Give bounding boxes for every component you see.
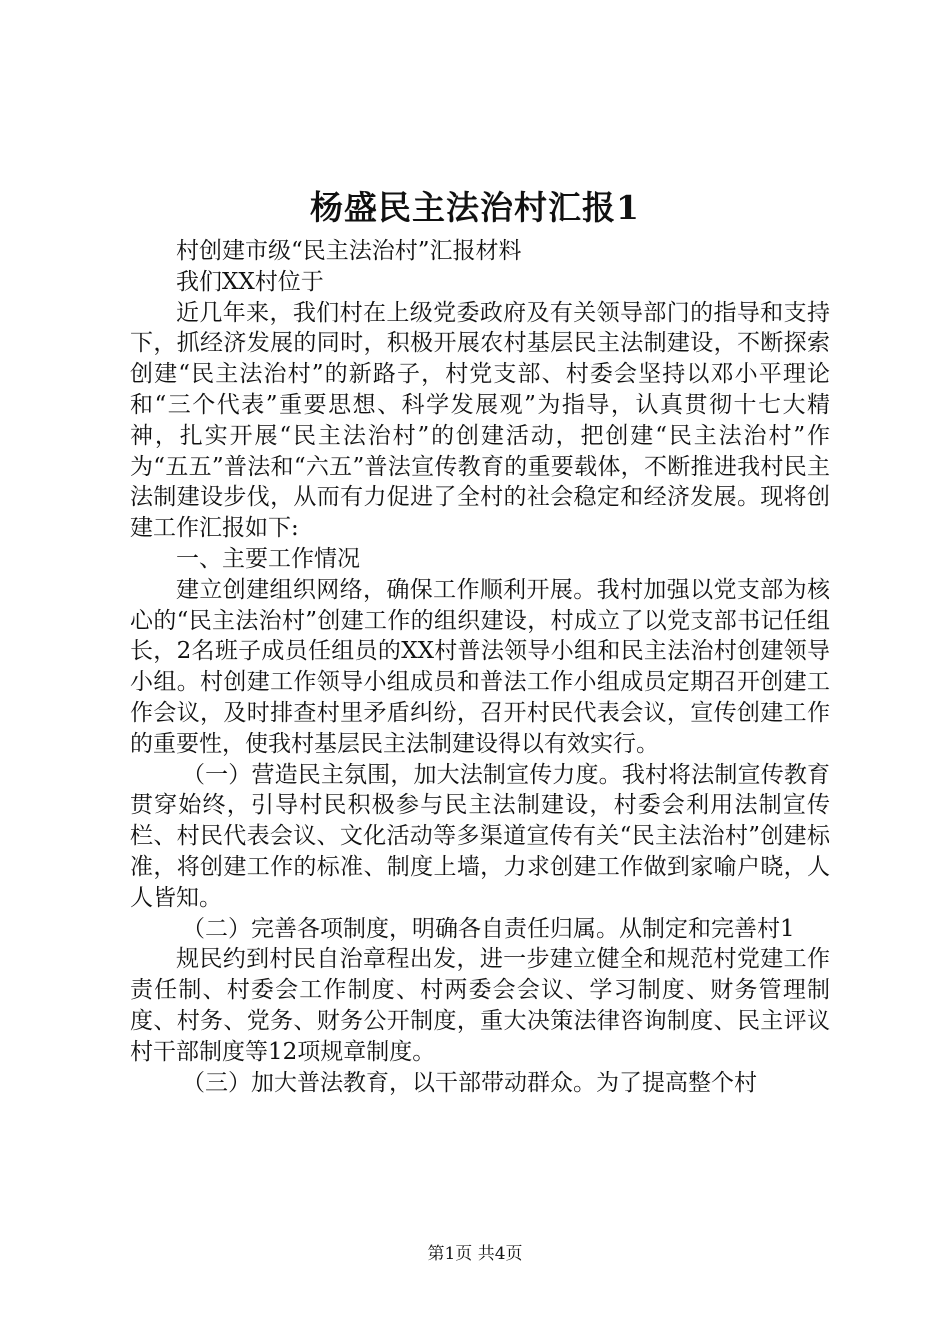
paragraph-item-3: （三）加大普法教育，以干部带动群众。为了提高整个村 (182, 1069, 757, 1096)
document-title: 杨盛民主法治村汇报1 (310, 188, 640, 227)
paragraph-location: 我们XX村位于 (176, 268, 324, 295)
section-heading: 一、主要工作情况 (176, 545, 360, 572)
paragraph-intro: 近几年来，我们村在上级党委政府及有关领导部门的指导和支持下，抓经济发展的同时，积极开展农村基层民主法制建设，不断探索创建“民主法治村”的新路子，村党支部、村委会坚持以邓小平理论和“三个代表”重要思想、科学发展观”为指导，认真贯彻十七大精神，扎实开展“民主法治村”的创建活动，把创建“民主法治村”作为“五五”普法和“六五”普法宣传教育的重要载体，不断推进我村民主法制建设步伐，从而有力促进了全村的社会稳定和经济发展。现将创建工作汇报如下: (130, 299, 830, 542)
paragraph-item-1: （一）营造民主氛围，加大法制宣传力度。我村将法制宣传教育贯穿始终，引导村民积极参与民主法制建设，村委会利用法制宣传栏、村民代表会议、文化活动等多渠道宣传有关“民主法治村”创建标准，将创建工作的标准、制度上墙，力求创建工作做到家喻户晓，人人皆知。 (130, 761, 830, 911)
paragraph-item-2-cont: 规民约到村民自治章程出发，进一步建立健全和规范村党建工作责任制、村委会工作制度、村两委会会议、学习制度、财务管理制度、村务、党务、财务公开制度，重大决策法律咨询制度、民主评议村干部制度等12项规章制度。 (130, 946, 830, 1065)
paragraph-subtitle: 村创建市级“民主法治村”汇报材料 (176, 238, 522, 264)
paragraph-organization: 建立创建组织网络，确保工作顺利开展。我村加强以党支部为核心的“民主法治村”创建工作的组织建设，村成立了以党支部书记任组长，2名班子成员任组员的XX村普法领导小组和民主法治村创建领导小组。村创建工作领导小组成员和普法工作小组成员定期召开创建工作会议，及时排查村里矛盾纠纷，召开村民代表会议，宣传创建工作的重要性，使我村基层民主法制建设得以有效实行。 (130, 576, 830, 757)
page-footer: 第1页 共4页 (427, 1244, 523, 1264)
document-body (130, 236, 830, 1098)
paragraph-item-2: （二）完善各项制度，明确各自责任归属。从制定和完善村1 (182, 915, 795, 942)
